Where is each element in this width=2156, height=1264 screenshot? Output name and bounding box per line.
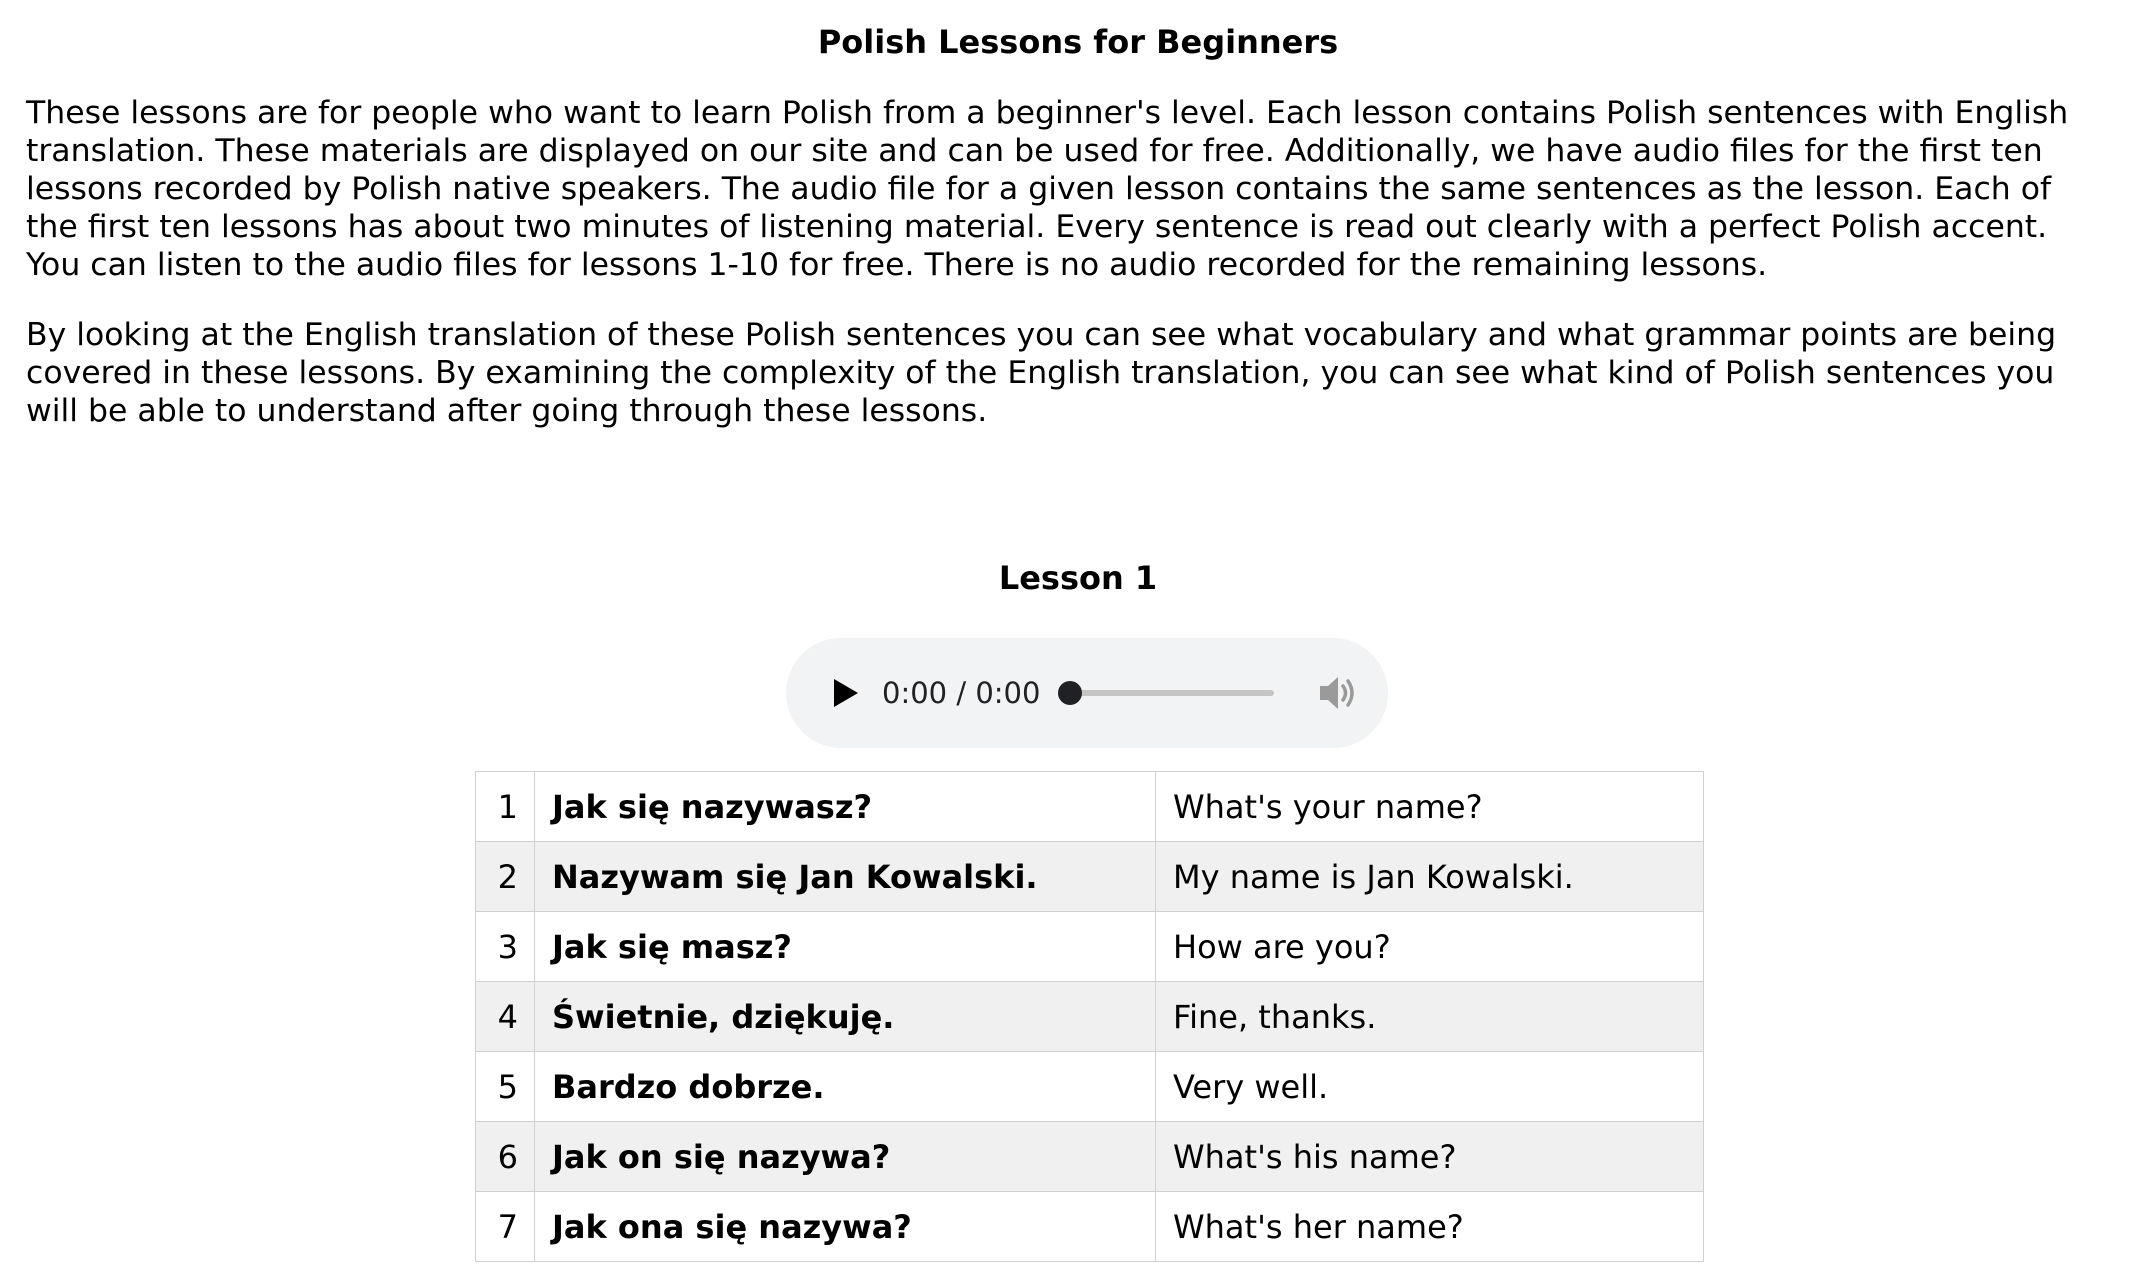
- lesson-heading: Lesson 1: [998, 559, 1158, 597]
- english-translation: What's his name?: [1156, 1122, 1704, 1192]
- table-row: [476, 842, 1704, 912]
- table-row: [476, 772, 1704, 842]
- english-translation: How are you?: [1156, 912, 1704, 982]
- polish-sentence: Jak ona się nazywa?: [535, 1192, 1156, 1262]
- row-number: 4: [476, 982, 535, 1052]
- volume-icon: [1316, 672, 1360, 714]
- polish-sentence: Świetnie, dziękuję.: [535, 982, 1156, 1052]
- row-number: 5: [476, 1052, 535, 1122]
- english-translation: What's her name?: [1156, 1192, 1704, 1262]
- intro-paragraph-1-line: the first ten lessons has about two minutes of listening material. Every sentence is read out clearly with a perfect Polish accent.: [26, 209, 2048, 245]
- intro-paragraph-1-line: You can listen to the audio files for lessons 1-10 for free. There is no audio recorded for the remaining lessons.: [26, 247, 1768, 283]
- row-number: 2: [476, 842, 535, 912]
- english-translation: Very well.: [1156, 1052, 1704, 1122]
- audio-player: [786, 638, 1388, 748]
- volume-button[interactable]: [1316, 672, 1360, 714]
- polish-sentence: Nazywam się Jan Kowalski.: [535, 842, 1156, 912]
- table-row: [476, 912, 1704, 982]
- page-title: Polish Lessons for Beginners: [817, 23, 1339, 61]
- intro-paragraph-1-line: lessons recorded by Polish native speakers. The audio file for a given lesson contains the same sentences as the lesson. Each of: [26, 171, 2052, 207]
- intro-paragraph-2-line: covered in these lessons. By examining the complexity of the English translation, you can see what kind of Polish sentences you: [26, 355, 2055, 391]
- polish-sentence: Jak on się nazywa?: [535, 1122, 1156, 1192]
- row-number: 1: [476, 772, 535, 842]
- row-number: 3: [476, 912, 535, 982]
- english-translation: Fine, thanks.: [1156, 982, 1704, 1052]
- play-icon: [828, 676, 862, 710]
- intro-paragraph-2-line: will be able to understand after going through these lessons.: [26, 393, 988, 429]
- table-row: [476, 1052, 1704, 1122]
- table-row: [476, 1192, 1704, 1262]
- sentence-table: [475, 771, 1704, 1262]
- polish-sentence: Jak się masz?: [535, 912, 1156, 982]
- progress-track[interactable]: [1068, 690, 1274, 696]
- intro-paragraph-1-line: translation. These materials are displayed on our site and can be used for free. Additionally, we have audio files for the first ten: [26, 133, 2043, 169]
- intro-paragraph-1-line: These lessons are for people who want to learn Polish from a beginner's level. Each lesson contains Polish sentences with English: [26, 95, 2069, 131]
- row-number: 7: [476, 1192, 535, 1262]
- progress-thumb[interactable]: [1058, 681, 1082, 705]
- table-row: [476, 1122, 1704, 1192]
- table-row: [476, 982, 1704, 1052]
- intro-paragraph-2-line: By looking at the English translation of these Polish sentences you can see what vocabulary and what grammar points are being: [26, 317, 2057, 353]
- play-button[interactable]: [828, 676, 862, 710]
- english-translation: What's your name?: [1156, 772, 1704, 842]
- row-number: 6: [476, 1122, 535, 1192]
- time-display: 0:00 / 0:00: [882, 676, 1041, 710]
- english-translation: My name is Jan Kowalski.: [1156, 842, 1704, 912]
- polish-sentence: Bardzo dobrze.: [535, 1052, 1156, 1122]
- intro-paragraph-2: [26, 316, 2134, 430]
- intro-paragraph-1: [26, 94, 2134, 284]
- polish-sentence: Jak się nazywasz?: [535, 772, 1156, 842]
